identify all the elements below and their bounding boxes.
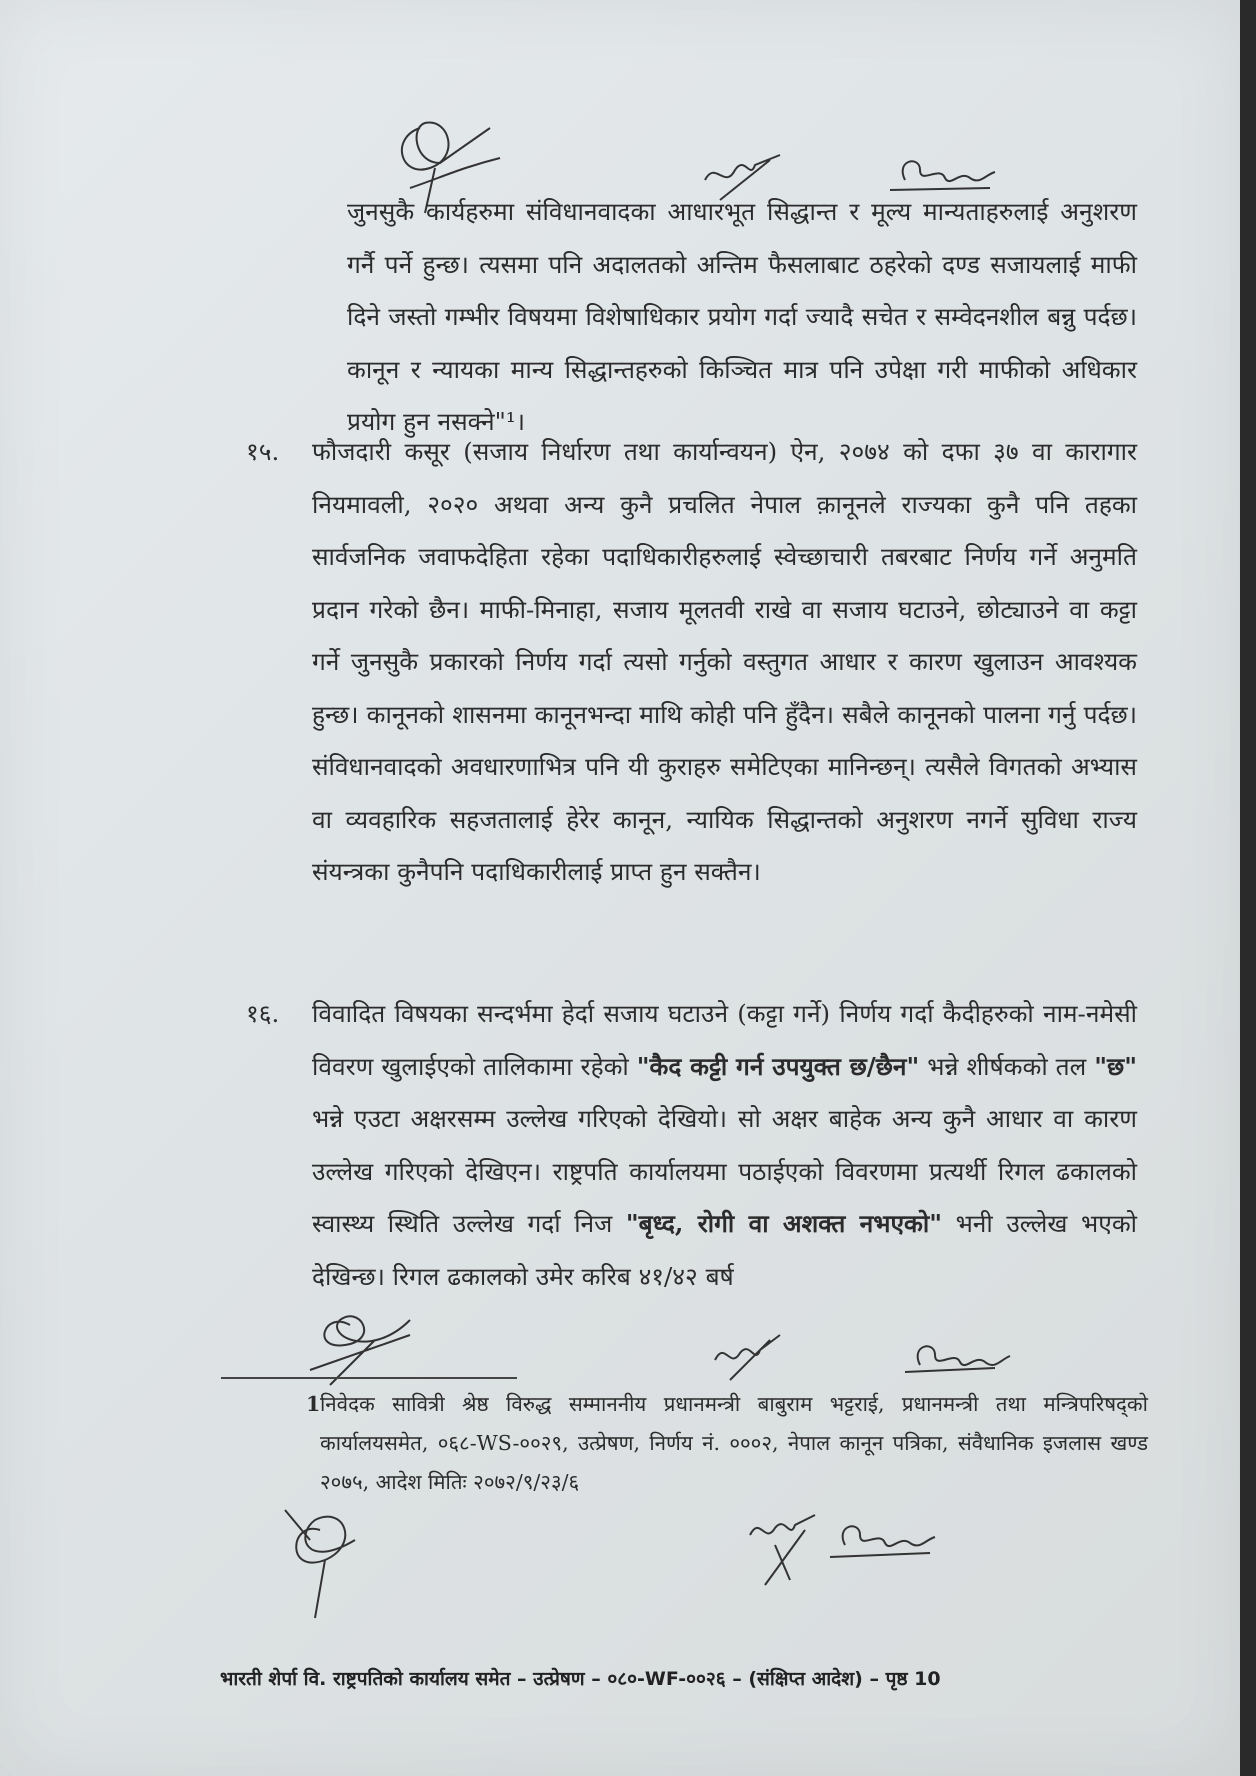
- signature-middle-bottom: [745, 1510, 825, 1589]
- footnote-text: निवेदक सावित्री श्रेष्ठ विरुद्ध सम्माननीय प्रधानमन्त्री बाबुराम भट्टराई, प्रधानमन्त्री तथा मन्त्रिपरिषद्को कार्यालयसमेत, ०६८-WS-००२९, उत्प्रेषण, निर्णय नं. ०००२, नेपाल कानून पत्रिका, संवैधानिक इजलास खण्ड २०७५, आदेश मितिः २०७२/९/२३/६: [320, 1392, 1148, 1494]
- footnote-number: 1: [306, 1392, 321, 1416]
- text-run: भन्ने एउटा अक्षरसम्म उल्लेख गरिएको देखियो। सो अक्षर बाहेक अन्य कुनै आधार वा कारण उल्लेख गरिएको देखिएन। राष्ट्रपति कार्यालयमा पठाईएको विवरणमा प्रत्यर्थी रिगल ढकालको स्वास्थ्य स्थिति उल्लेख गर्दा निज: [312, 1104, 1137, 1238]
- paragraph-15: [246, 426, 1137, 899]
- signature-left-middle: [300, 1300, 420, 1389]
- paragraph-number: १५.: [246, 437, 280, 466]
- page-footer: भारती शेर्पा वि. राष्ट्रपतिको कार्यालय समेत – उत्प्रेषण – ०८०-WF-००२६ – (संक्षिप्त आदेश) – पृष्ठ 10: [220, 1668, 941, 1690]
- text-run: विवादित विषयका सन्दर्भमा हेर्दा सजाय घटाउने (कट्टा गर्ने) निर्णय गर्दा कैदीहरुको नाम-नमेसी विवरण खुलाईएको तालिकामा रहेको: [312, 999, 1137, 1081]
- text-run: भन्ने शीर्षकको तल: [919, 1051, 1095, 1081]
- paragraph-16: [246, 988, 1137, 1303]
- bold-run: "छ": [1094, 1051, 1138, 1081]
- paragraph-body: फौजदारी कसूर (सजाय निर्धारण तथा कार्यान्वयन) ऐन, २०७४ को दफा ३७ वा कारागार नियमावली, २०२० अथवा अन्य कुनै प्रचलित नेपाल क़ानूनले राज्यका कुनै पनि तहका सार्वजनिक जवाफदेहिता रहेका पदाधिकारीहरुलाई स्वेच्छाचारी तबरबाट निर्णय गर्ने अनुमति प्रदान गरेको छैन। माफी-मिनाहा, सजाय मूलतवी राखे वा सजाय घटाउने, छोट्याउने वा कट्टा गर्ने जुनसुकै प्रकारको निर्णय गर्दा त्यसो गर्नुको वस्तुगत आधार र कारण खुलाउन आवश्यक हुन्छ। कानूनको शासनमा कानूनभन्दा माथि कोही पनि हुँदैन। सबैले कानूनको पालना गर्नु पर्दछ। संविधानवादको अवधारणाभित्र पनि यी कुराहरु समेटिएका मानिन्छन्। त्यसैले विगतको अभ्यास वा व्यवहारिक सहजतालाई हेरेर कानून, न्यायिक सिद्धान्तको अनुशरण नगर्ने सुविधा राज्य संयन्त्रका कुनैपनि पदाधिकारीलाई प्राप्त हुन सक्तैन।: [312, 437, 1137, 886]
- signature-right-bottom: [830, 1515, 940, 1564]
- footnote-separator: [221, 1377, 517, 1379]
- signature-middle-middle: [710, 1335, 790, 1384]
- paragraph-body: [312, 988, 1137, 1303]
- paragraph-continued: जुनसुकै कार्यहरुमा संविधानवादका आधारभूत सिद्धान्त र मूल्य मान्यताहरुलाई अनुशरण गर्नै पर्ने हुन्छ। त्यसमा पनि अदालतको अन्तिम फैसलाबाट ठहरेको दण्ड सजायलाई माफी दिने जस्तो गम्भीर विषयमा विशेषाधिकार प्रयोग गर्दा ज्यादै सचेत र सम्वेदनशील बन्नु पर्दछ। कानून र न्यायका मान्य सिद्धान्तहरुको किञ्चित मात्र पनि उपेक्षा गरी माफीको अधिकार प्रयोग हुन नसक्ने"¹।: [347, 197, 1137, 436]
- bold-run: "बृध्द, रोगी वा अशक्त नभएको": [625, 1209, 942, 1238]
- signature-left-bottom: [265, 1500, 375, 1624]
- bold-run: "कैद कट्टी गर्न उपयुक्त छ/छैन": [636, 1051, 920, 1081]
- signature-right-middle: [905, 1340, 1015, 1379]
- footnote: [306, 1385, 1148, 1502]
- text-run: भनी उल्लेख भएको देखिन्छ। रिगल ढकालको उमेर करिब ४१/४२ बर्ष: [312, 1209, 1137, 1291]
- paragraph-number: १६.: [246, 999, 280, 1028]
